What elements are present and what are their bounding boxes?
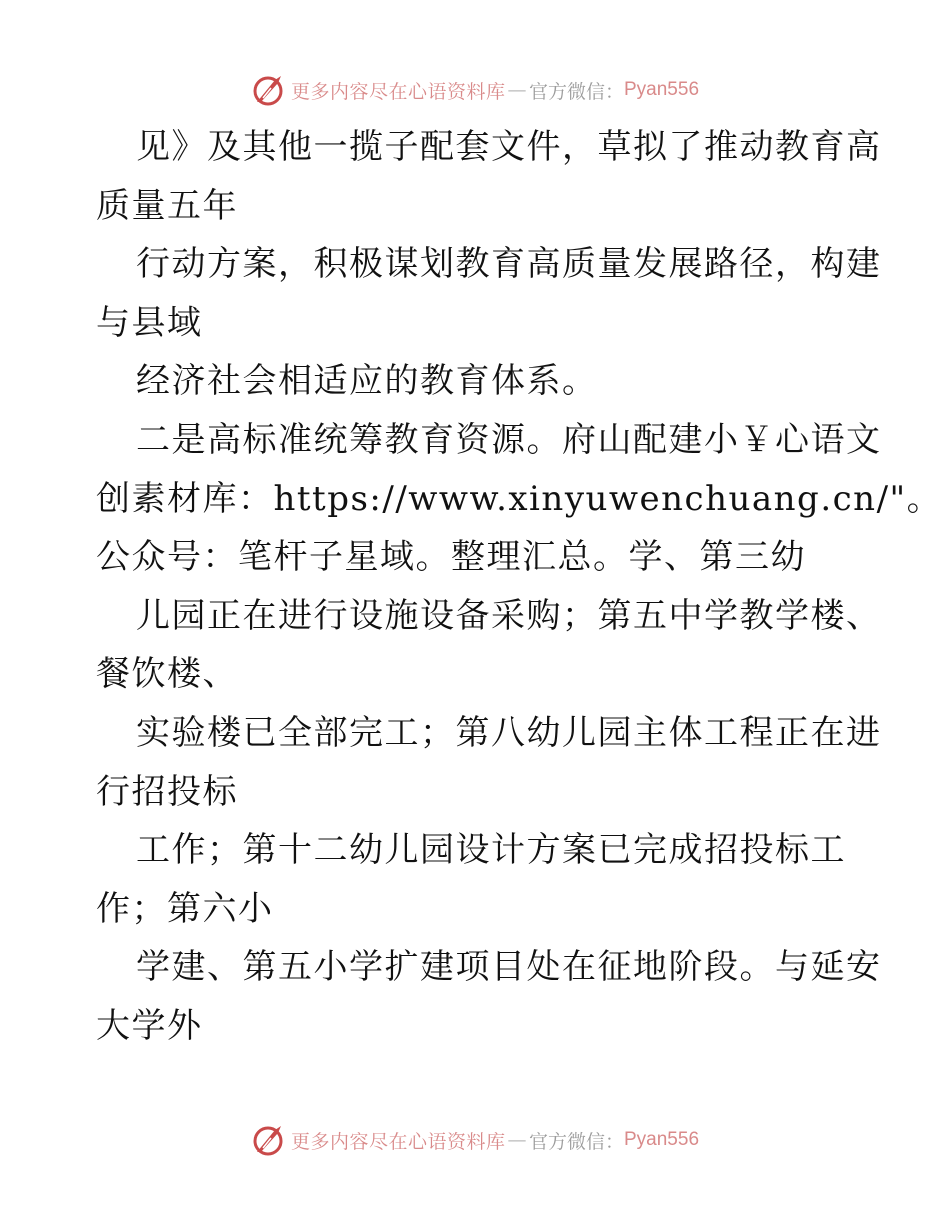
header-watermark (0, 70, 950, 110)
watermark-wechat-label: 官方微信： (528, 80, 624, 103)
body-line: 学建、第五小学扩建项目处在征地阶段。与延安 (136, 947, 882, 988)
watermark-wechat-id: Pyan556 (624, 79, 700, 100)
quill-circle-icon (251, 1122, 287, 1158)
body-line: 与县域 (96, 302, 203, 343)
watermark-text: 更多内容尽在心语资料库 (290, 1130, 506, 1153)
body-line: 二是高标准统筹教育资源。府山配建小￥心语文 (136, 419, 882, 460)
watermark-separator: — (507, 79, 527, 101)
body-line-url: 创素材库：https://www.xinyuwenchuang.cn/"。 (96, 478, 943, 519)
body-line: 作；第六小 (96, 888, 274, 929)
body-line: 质量五年 (96, 185, 238, 226)
quill-circle-icon (251, 72, 287, 108)
watermark-separator: — (507, 1129, 527, 1151)
body-line: 实验楼已全部完工；第八幼儿园主体工程正在进 (136, 712, 882, 753)
body-line: 大学外 (96, 1005, 203, 1046)
body-line: 工作；第十二幼儿园设计方案已完成招投标工 (136, 830, 846, 871)
body-line: 经济社会相适应的教育体系。 (136, 361, 598, 402)
watermark-text: 更多内容尽在心语资料库 (290, 80, 506, 103)
body-line: 行招投标 (96, 771, 238, 812)
watermark-wechat-id: Pyan556 (624, 1129, 700, 1150)
body-line: 见》及其他一揽子配套文件，草拟了推动教育高 (136, 127, 882, 167)
body-line: 儿园正在进行设施设备采购；第五中学教学楼、 (136, 595, 882, 636)
body-line: 餐饮楼、 (96, 654, 238, 695)
body-line: 公众号：笔杆子星域。整理汇总。学、第三幼 (96, 537, 806, 578)
document-body (96, 118, 943, 1056)
watermark-wechat-label: 官方微信： (528, 1130, 624, 1153)
footer-watermark (0, 1120, 950, 1160)
body-line: 行动方案，积极谋划教育高质量发展路径，构建 (136, 244, 882, 285)
